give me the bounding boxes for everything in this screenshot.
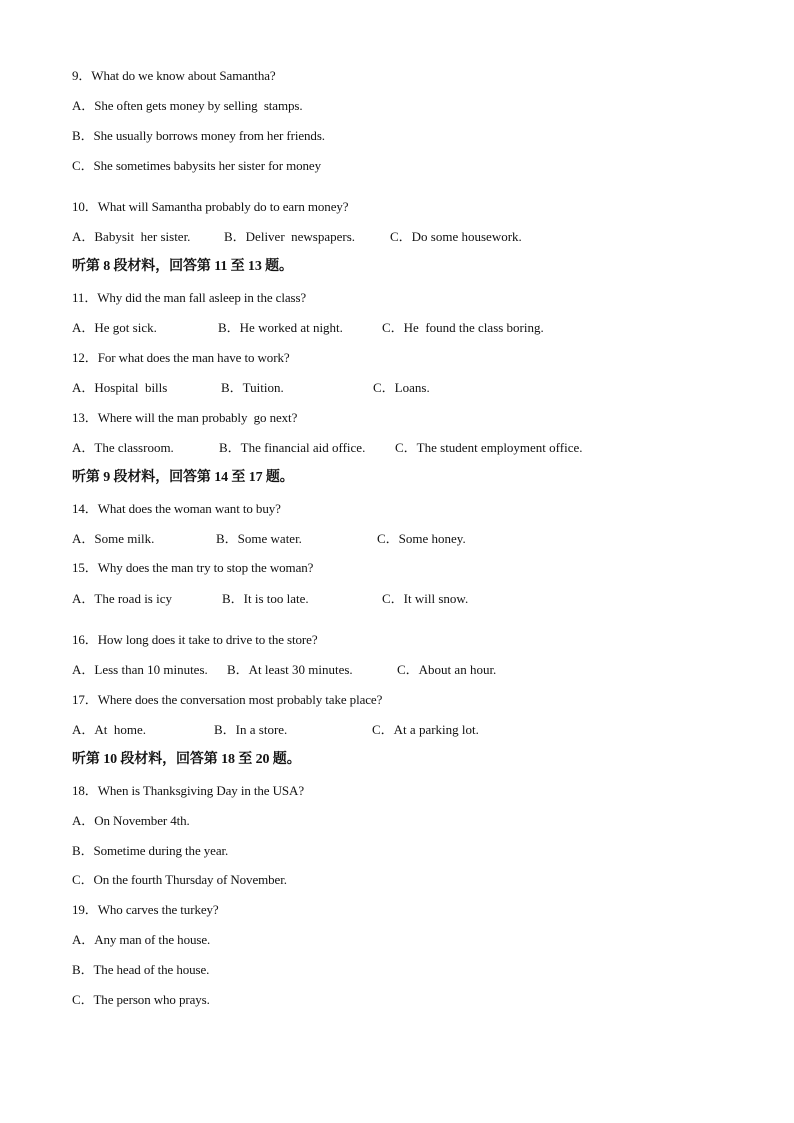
- question-16-option-b: B．At least 30 minutes.: [227, 662, 353, 677]
- question-9-stem: 9．What do we know about Samantha?: [72, 68, 276, 83]
- question-18-option-b: B．Sometime during the year.: [72, 843, 229, 858]
- question-9-option-c: C．She sometimes babysits her sister for money: [72, 158, 321, 173]
- question-14-stem: 14．What does the woman want to buy?: [72, 501, 281, 516]
- question-19-stem: 19．Who carves the turkey?: [72, 902, 219, 917]
- question-13-option-c: C．The student employment office.: [395, 440, 583, 455]
- question-10-stem: 10．What will Samantha probably do to earn money?: [72, 199, 349, 214]
- section-8-heading: 听第 8 段材料，回答第 11 至 13 题。: [72, 259, 293, 274]
- question-14-option-c: C．Some honey.: [377, 531, 466, 546]
- question-18-option-a: A．On November 4th.: [72, 813, 190, 828]
- question-9-option-a: A．She often gets money by selling stamps.: [72, 98, 303, 113]
- question-9-option-b: B．She usually borrows money from her friends.: [72, 128, 325, 143]
- question-16-stem: 16．How long does it take to drive to the store?: [72, 632, 318, 647]
- section-9-heading: 听第 9 段材料，回答第 14 至 17 题。: [72, 470, 294, 485]
- question-19-option-b: B．The head of the house.: [72, 962, 210, 977]
- question-12-option-c: C．Loans.: [373, 380, 430, 395]
- question-14-option-a: A．Some milk.: [72, 531, 155, 546]
- question-12-option-a: A．Hospital bills: [72, 380, 168, 395]
- question-18-stem: 18．When is Thanksgiving Day in the USA?: [72, 783, 304, 798]
- question-14-options: [72, 530, 772, 548]
- question-16-option-c: C．About an hour.: [397, 662, 497, 677]
- question-15-option-b: B．It is too late.: [222, 591, 309, 606]
- question-18-option-c: C．On the fourth Thursday of November.: [72, 872, 287, 887]
- question-17-options: [72, 721, 772, 739]
- section-10-heading: 听第 10 段材料，回答第 18 至 20 题。: [72, 752, 301, 767]
- question-10-option-c: C．Do some housework.: [390, 229, 522, 244]
- question-19-option-a: A．Any man of the house.: [72, 932, 211, 947]
- question-17-option-b: B．In a store.: [214, 722, 288, 737]
- question-10-options: [72, 228, 772, 246]
- question-16-option-a: A．Less than 10 minutes.: [72, 662, 208, 677]
- question-15-option-c: C．It will snow.: [382, 591, 469, 606]
- question-11-option-b: B．He worked at night.: [218, 320, 343, 335]
- question-11-stem: 11．Why did the man fall asleep in the class?: [72, 290, 307, 305]
- question-12-options: [72, 379, 772, 397]
- question-14-option-b: B．Some water.: [216, 531, 302, 546]
- question-13-stem: 13．Where will the man probably go next?: [72, 410, 298, 425]
- question-10-option-a: A．Babysit her sister.: [72, 229, 191, 244]
- question-12-option-b: B．Tuition.: [221, 380, 284, 395]
- question-17-option-a: A．At home.: [72, 722, 147, 737]
- question-19-option-c: C．The person who prays.: [72, 992, 210, 1007]
- question-12-stem: 12．For what does the man have to work?: [72, 350, 290, 365]
- question-17-option-c: C．At a parking lot.: [372, 722, 479, 737]
- question-16-options: [72, 661, 772, 679]
- question-13-option-a: A．The classroom.: [72, 440, 174, 455]
- question-11-option-a: A．He got sick.: [72, 320, 157, 335]
- question-17-stem: 17．Where does the conversation most probably take place?: [72, 692, 383, 707]
- question-15-stem: 15．Why does the man try to stop the woman?: [72, 560, 314, 575]
- question-10-option-b: B．Deliver newspapers.: [224, 229, 356, 244]
- question-11-option-c: C．He found the class boring.: [382, 320, 544, 335]
- question-15-options: [72, 590, 772, 608]
- question-15-option-a: A．The road is icy: [72, 591, 173, 606]
- question-13-options: [72, 439, 772, 457]
- question-11-options: [72, 319, 772, 337]
- question-13-option-b: B．The financial aid office.: [219, 440, 366, 455]
